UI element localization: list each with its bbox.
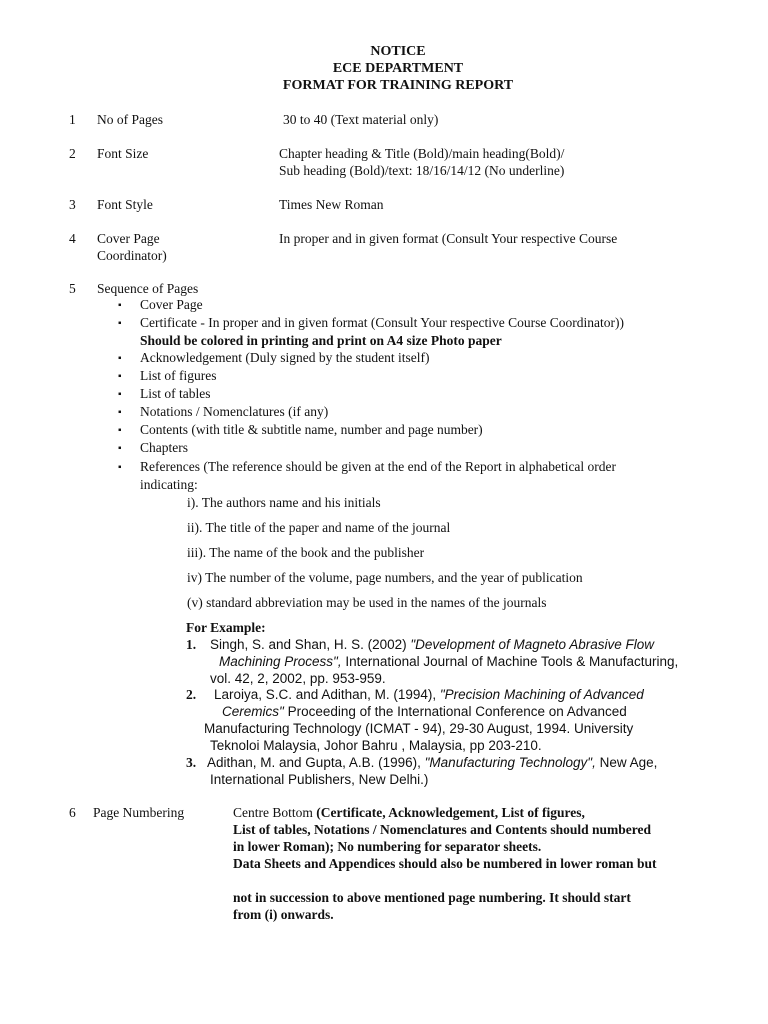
bullet-icon: ▪: [118, 462, 122, 473]
example-heading: For Example:: [186, 620, 266, 635]
item-label: Coordinator): [97, 248, 167, 263]
example-citation: Laroiya, S.C. and Adithan, M. (1994), "Precision Machining of Advanced: [214, 687, 644, 702]
example-citation: Manufacturing Technology (ICMAT - 94), 29-30 August, 1994. University: [204, 721, 634, 736]
item-number: 4: [69, 231, 76, 246]
bullet-icon: ▪: [118, 300, 122, 311]
item-value: 30 to 40 (Text material only): [283, 112, 439, 127]
item-label: No of Pages: [97, 112, 163, 127]
sequence-item: indicating:: [140, 477, 198, 492]
example-citation: Singh, S. and Shan, H. S. (2002) "Development of Magneto Abrasive Flow: [210, 637, 655, 652]
example-citation: Adithan, M. and Gupta, A.B. (1996), "Manufacturing Technology", New Age,: [207, 755, 658, 770]
bullet-icon: ▪: [118, 443, 122, 454]
page-numbering-rule: not in succession to above mentioned page numbering. It should start: [233, 890, 631, 905]
department-title: ECE DEPARTMENT: [332, 61, 464, 76]
item-label: Font Size: [97, 146, 149, 161]
page-numbering-rule: Data Sheets and Appendices should also be numbered in lower roman but: [233, 856, 657, 871]
bullet-icon: ▪: [118, 425, 122, 436]
reference-point: iii). The name of the book and the publisher: [187, 545, 425, 560]
item-label: Page Numbering: [93, 805, 185, 820]
report-format-title: FORMAT FOR TRAINING REPORT: [282, 78, 514, 93]
example-citation: Machining Process", International Journal of Machine Tools & Manufacturing,: [219, 654, 679, 669]
example-number: 3.: [186, 755, 197, 770]
reference-point: iv) The number of the volume, page numbers, and the year of publication: [187, 570, 583, 585]
sequence-item: List of figures: [140, 368, 217, 383]
example-citation: vol. 42, 2, 2002, pp. 953-959.: [210, 671, 386, 686]
sequence-item: Cover Page: [140, 297, 203, 312]
bullet-icon: ▪: [118, 407, 122, 418]
item-value: In proper and in given format (Consult Your respective Course: [279, 231, 618, 246]
page-numbering-rule: Centre Bottom (Certificate, Acknowledgement, List of figures,: [233, 805, 585, 820]
item-number: 3: [69, 197, 76, 212]
example-number: 2.: [186, 687, 197, 702]
reference-point: (v) standard abbreviation may be used in the names of the journals: [187, 595, 547, 610]
item-label: Font Style: [97, 197, 153, 212]
item-number: 6: [69, 805, 76, 820]
example-citation: Ceremics" Proceeding of the International Conference on Advanced: [222, 704, 627, 719]
sequence-item: Notations / Nomenclatures (if any): [140, 404, 329, 419]
item-number: 1: [69, 112, 76, 127]
bullet-icon: ▪: [118, 371, 122, 382]
item-label: Sequence of Pages: [97, 281, 199, 296]
item-value: Sub heading (Bold)/text: 18/16/14/12 (No underline): [279, 163, 565, 178]
sequence-item: Acknowledgement (Duly signed by the student itself): [140, 350, 430, 365]
sequence-item: List of tables: [140, 386, 211, 401]
page-numbering-rule: from (i) onwards.: [233, 907, 334, 922]
item-number: 2: [69, 146, 76, 161]
example-number: 1.: [186, 637, 197, 652]
bullet-icon: ▪: [118, 353, 122, 364]
item-number: 5: [69, 281, 76, 296]
notice-title: NOTICE: [370, 44, 426, 59]
item-label: Cover Page: [97, 231, 160, 246]
item-value: Times New Roman: [279, 197, 384, 212]
page-numbering-rule: List of tables, Notations / Nomenclatures and Contents should numbered: [233, 822, 652, 837]
example-citation: International Publishers, New Delhi.): [210, 772, 429, 787]
bullet-icon: ▪: [118, 389, 122, 400]
bullet-icon: ▪: [118, 318, 122, 329]
page-numbering-rule: in lower Roman); No numbering for separator sheets.: [233, 839, 542, 854]
example-citation: Teknoloi Malaysia, Johor Bahru , Malaysia, pp 203-210.: [210, 738, 542, 753]
sequence-item: Chapters: [140, 440, 188, 455]
certificate-note: Should be colored in printing and print on A4 size Photo paper: [140, 333, 502, 348]
reference-point: ii). The title of the paper and name of the journal: [187, 520, 451, 535]
sequence-item: Contents (with title & subtitle name, number and page number): [140, 422, 483, 437]
item-value: Chapter heading & Title (Bold)/main heading(Bold)/: [279, 146, 565, 161]
sequence-item: Certificate - In proper and in given format (Consult Your respective Course Coordinator)): [140, 315, 625, 330]
reference-point: i). The authors name and his initials: [187, 495, 381, 510]
sequence-item: References (The reference should be given at the end of the Report in alphabetical order: [140, 459, 617, 474]
